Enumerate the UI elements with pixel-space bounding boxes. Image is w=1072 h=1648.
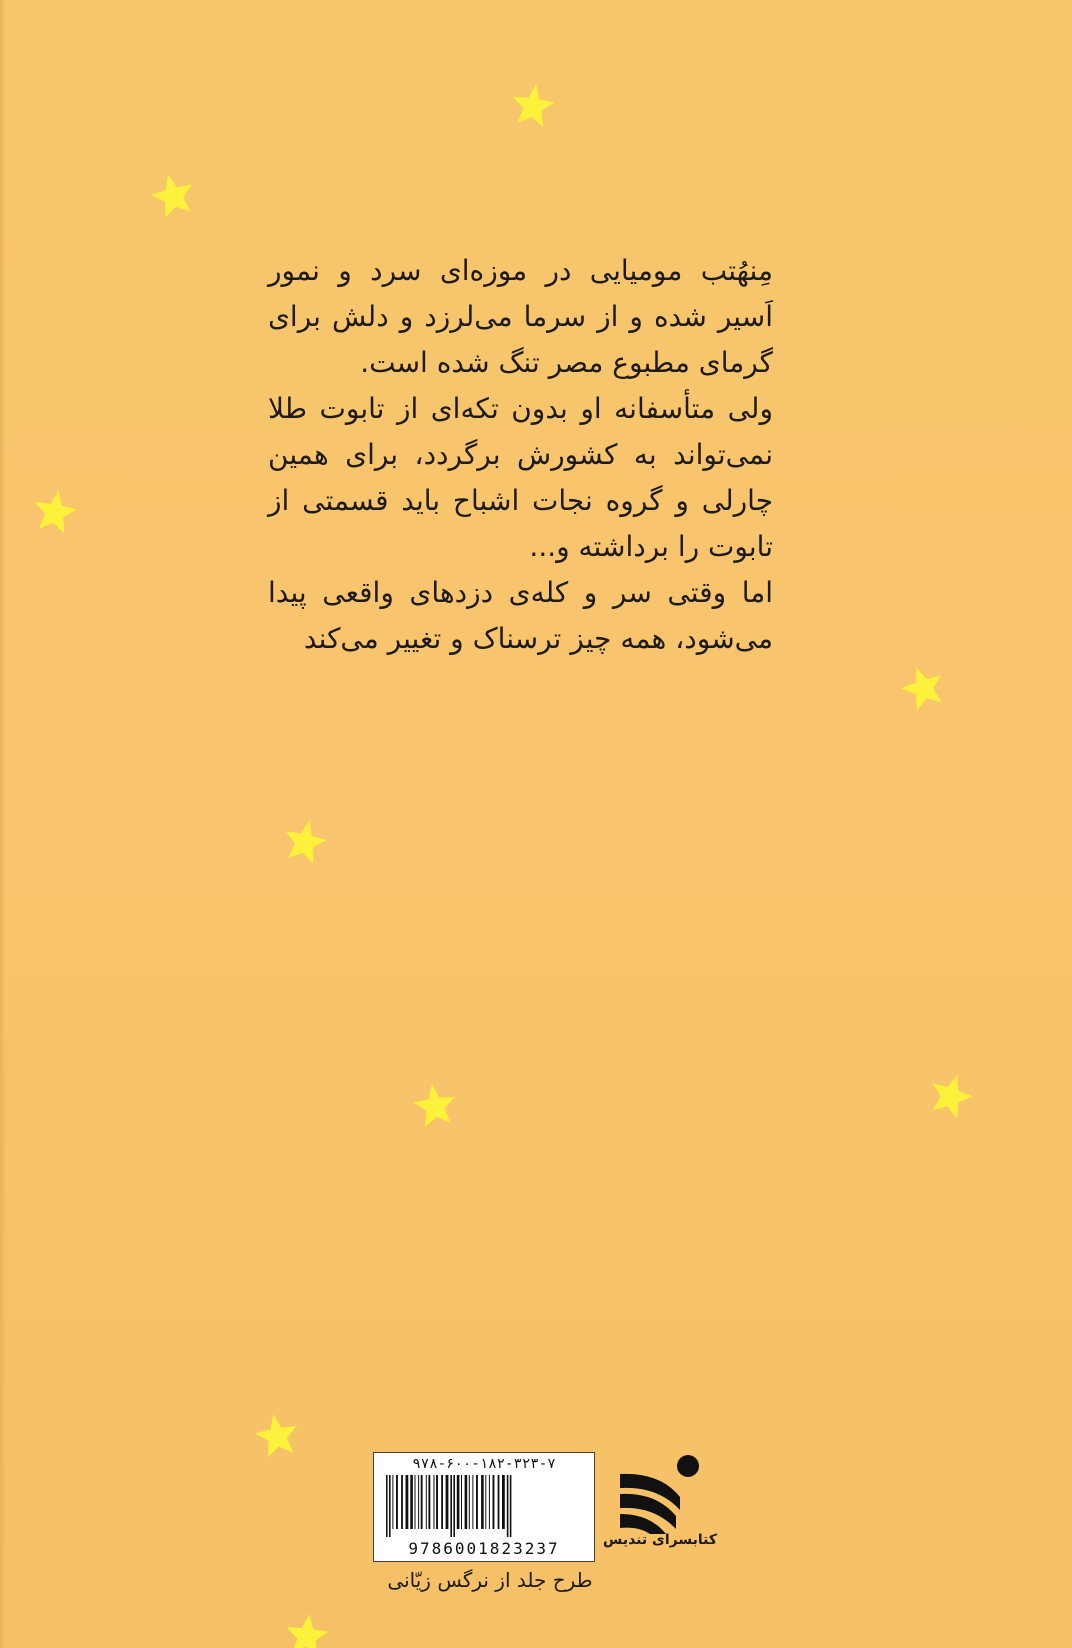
barcode-bar: [507, 1475, 509, 1537]
barcode-bar: [453, 1475, 455, 1537]
isbn-barcode: [373, 1452, 595, 1562]
barcode-bar: [410, 1475, 413, 1529]
barcode-bar: [418, 1475, 419, 1529]
barcode-bar: [386, 1475, 388, 1537]
blurb-paragraph: ولی متأسفانه او بدون تکه‌ای از تابوت طلا نمی‌تواند به کشورش برگردد، برای همین چارلی و گروه نجات اشباح باید قسمتی از تابوت را برداشته و...: [268, 392, 773, 563]
barcode-bar: [481, 1475, 484, 1529]
barcode-bar: [485, 1475, 486, 1529]
barcode-bar: [436, 1475, 438, 1529]
barcode-bar: [450, 1475, 452, 1537]
star-icon: [145, 167, 201, 223]
isbn-label: ۹۷۸-۶۰۰-۱۸۲-۳۲۳-۷: [412, 1456, 556, 1472]
barcode-bar: [469, 1475, 470, 1529]
blurb-text: [268, 248, 773, 662]
barcode-bar: [457, 1475, 460, 1529]
barcode-bar: [465, 1475, 468, 1529]
barcode-bar: [489, 1475, 490, 1529]
barcode-bar: [392, 1475, 393, 1529]
star-icon: [250, 1408, 303, 1461]
barcode-bar: [510, 1475, 512, 1537]
star-icon: [922, 1066, 980, 1124]
barcode-bar: [476, 1475, 478, 1529]
star-icon: [409, 1079, 461, 1131]
star-icon: [282, 1610, 333, 1648]
barcode-bar: [421, 1475, 423, 1529]
barcode-bar: [434, 1475, 435, 1529]
barcode-bar: [396, 1475, 398, 1529]
barcode-bar: [406, 1475, 409, 1529]
blurb-paragraph: اما وقتی سر و کله‌ی دزدهای واقعی پیدا می‌شود، همه چیز ترسناک و تغییر می‌کند: [268, 576, 773, 655]
barcode-bar: [441, 1475, 443, 1529]
barcode-bar: [502, 1475, 505, 1529]
barcode-bar: [426, 1475, 427, 1529]
star-icon: [507, 79, 559, 131]
star-icon: [894, 658, 952, 716]
barcode-digits: 9786001823237: [408, 1539, 560, 1558]
star-icon: [28, 484, 81, 537]
barcode-bar: [461, 1475, 462, 1529]
barcode-bar: [428, 1475, 430, 1529]
barcode-bars: [384, 1475, 584, 1537]
barcode-bar: [401, 1475, 403, 1529]
barcode-bar: [389, 1475, 391, 1537]
barcode-bar: [446, 1475, 449, 1529]
barcode-bar: [472, 1475, 473, 1529]
blurb-paragraph: مِنهُتب مومیایی در موزه‌ای سرد و نمور اَسیر شده و از سرما می‌لرزد و دلش برای گرمای مطبوع مصر تنگ شده است.: [268, 254, 773, 379]
barcode-bar: [415, 1475, 416, 1529]
publisher-name: کتابسرای تندیس: [603, 1532, 717, 1548]
barcode-bar: [498, 1475, 500, 1529]
star-icon: [278, 814, 333, 869]
cover-design-credit: طرح جلد از نرگس زیّانی: [387, 1568, 593, 1592]
barcode-bar: [493, 1475, 495, 1529]
